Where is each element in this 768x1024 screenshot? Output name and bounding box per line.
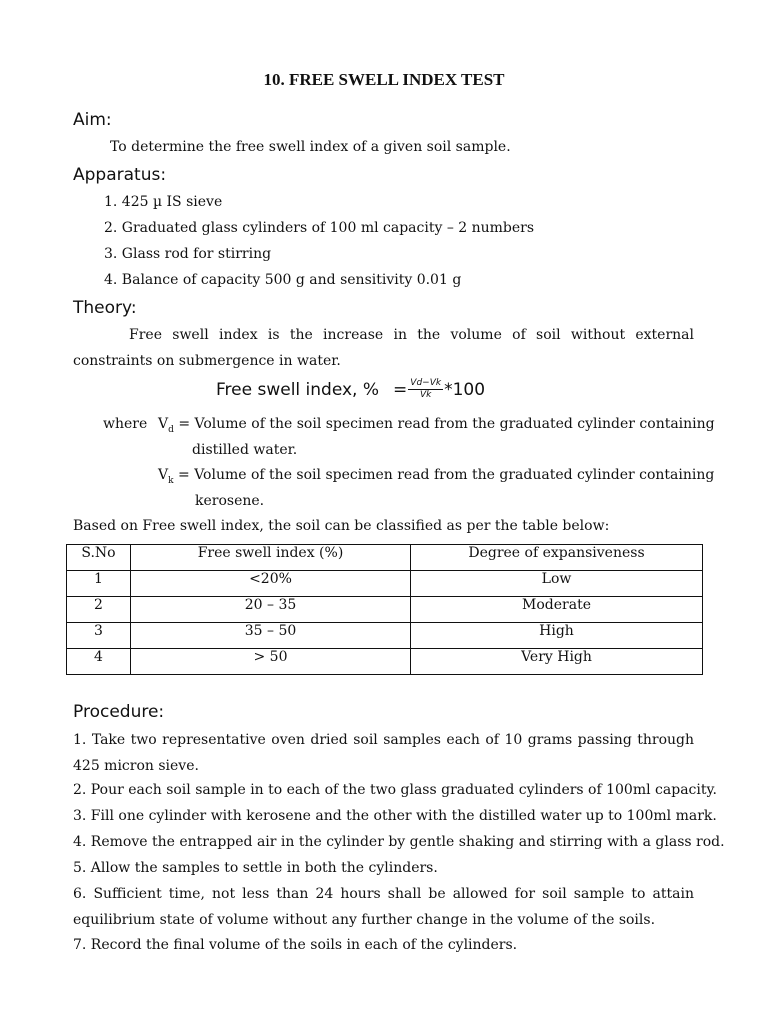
apparatus-heading: Apparatus: [73,165,167,185]
apparatus-item: 1. 425 µ IS sieve [104,194,223,210]
procedure-step: 1. Take two representative oven dried soil samples each of 10 grams passing through 425 micron sieve. [73,732,694,774]
vk-definition [158,467,714,486]
table-row [67,649,703,675]
vk-line1: = Volume of the soil specimen read from the graduated cylinder containing [178,467,715,483]
where-word: where [103,416,148,432]
procedure-step: 5. Allow the samples to settle in both the cylinders. [73,860,438,876]
apparatus-item: 2. Graduated glass cylinders of 100 ml capacity – 2 numbers [104,220,535,236]
table-row [67,623,703,649]
table-cell: 3 [67,623,131,649]
table-header-cell: Free swell index (%) [131,545,411,571]
procedure-step: 6. Sufficient time, not less than 24 hours shall be allowed for soil sample to attain equilibrium state of volume without any further change in the volume of the soils. [73,886,694,928]
formula-equals: = [393,379,408,400]
table-cell: Moderate [411,597,703,623]
procedure-step: 4. Remove the entrapped air in the cylinder by gentle shaking and stirring with a glass rod. [73,834,725,850]
vk-symbol: V [158,467,169,483]
table-header-cell: S.No [67,545,131,571]
theory-paragraph: Free swell index is the increase in the volume of soil without external constraints on submergence in water. [73,327,694,369]
vd-subscript: d [168,424,174,435]
formula-label: Free swell index, % [216,379,380,400]
table-header-row [67,545,703,571]
apparatus-item: 4. Balance of capacity 500 g and sensitivity 0.01 g [104,272,462,288]
classification-table [66,544,703,675]
table-cell: Low [411,571,703,597]
table-row [67,597,703,623]
vd-line1: = Volume of the soil specimen read from the graduated cylinder containing [178,416,715,432]
aim-heading: Aim: [73,110,112,130]
procedure-step: 7. Record the final volume of the soils in each of the cylinders. [73,937,518,953]
table-cell: 20 – 35 [131,597,411,623]
free-swell-formula [216,378,485,401]
classification-intro: Based on Free swell index, the soil can be classified as per the table below: [73,518,610,534]
procedure-heading: Procedure: [73,702,165,722]
formula-numerator: Vd−Vk [410,378,442,388]
formula-denominator: Vk [419,390,432,400]
aim-text: To determine the free swell index of a given soil sample. [110,139,511,155]
formula-fraction [408,378,443,401]
table-cell: High [411,623,703,649]
formula-multiplier: *100 [444,379,486,400]
vd-definition [158,416,715,435]
table-cell: <20% [131,571,411,597]
procedure-step: 2. Pour each soil sample in to each of the two glass graduated cylinders of 100ml capacity. [73,782,717,798]
vk-subscript: k [168,475,174,486]
vk-line2: kerosene. [195,493,265,509]
table-cell: Very High [411,649,703,675]
vd-line2: distilled water. [192,442,298,458]
apparatus-item: 3. Glass rod for stirring [104,246,272,262]
theory-heading: Theory: [73,298,137,318]
table-cell: > 50 [131,649,411,675]
table-cell: 1 [67,571,131,597]
table-cell: 4 [67,649,131,675]
table-cell: 35 – 50 [131,623,411,649]
table-header-cell: Degree of expansiveness [411,545,703,571]
page-title: 10. FREE SWELL INDEX TEST [263,70,505,89]
vd-symbol: V [158,416,169,432]
table-row [67,571,703,597]
table-cell: 2 [67,597,131,623]
procedure-step: 3. Fill one cylinder with kerosene and the other with the distilled water up to 100ml mark. [73,808,717,824]
